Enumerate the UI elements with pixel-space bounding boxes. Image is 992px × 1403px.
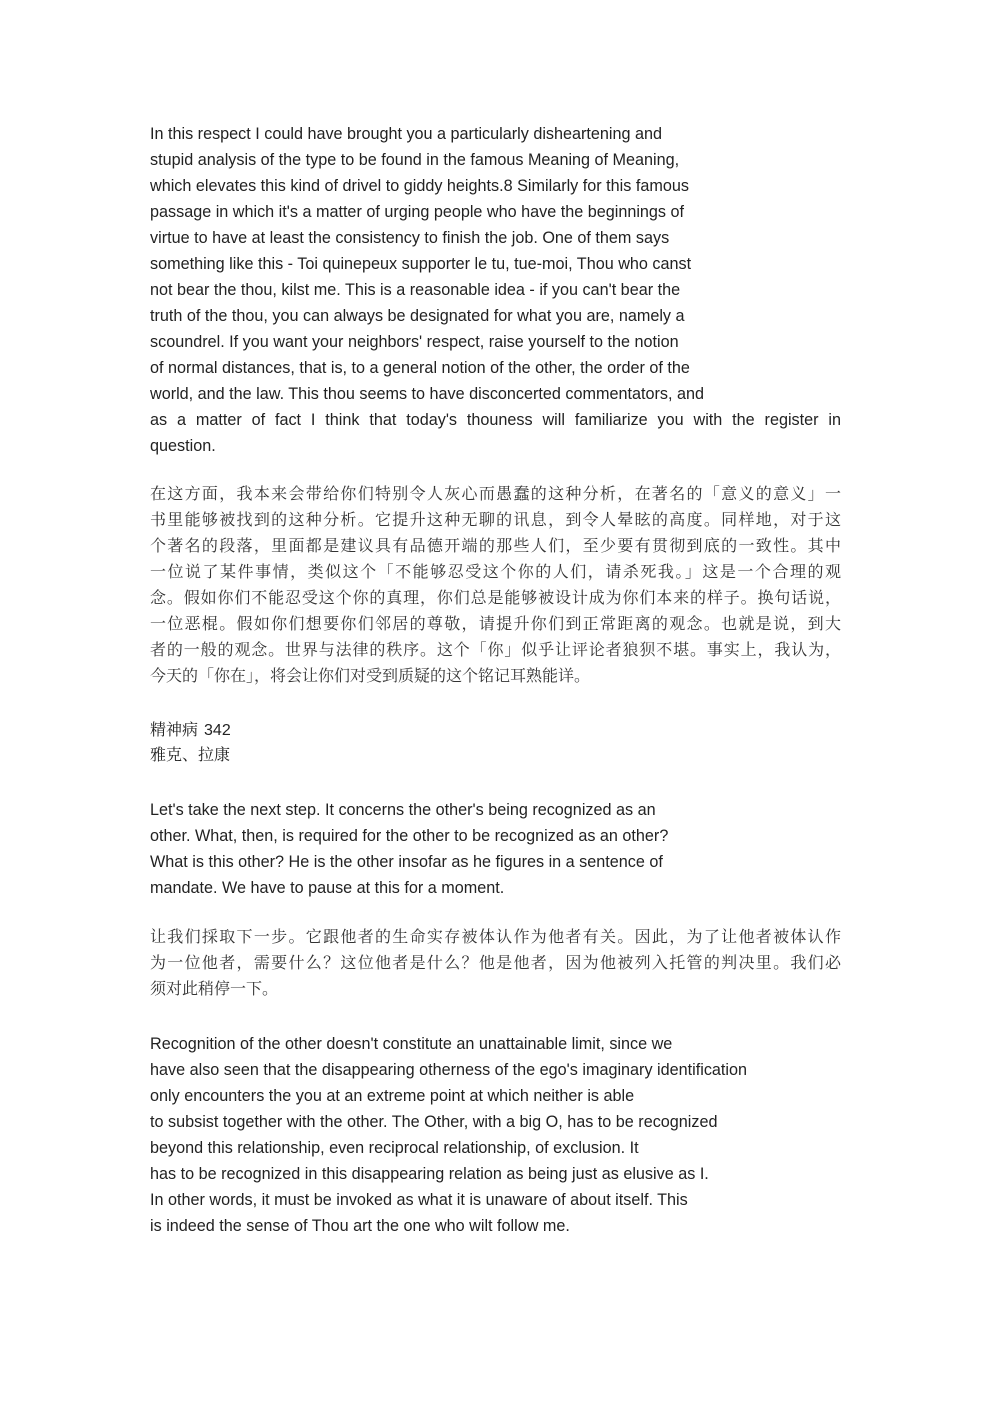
- text-line: something like this - Toi quinepeux supporter le tu, tue-moi, Thou who canst: [150, 255, 692, 273]
- text-line: 在这方面，我本来会带给你们特别令人灰心而愚蠢的这种分析，在著名的「意义的意义」一: [150, 484, 841, 503]
- text-line: which elevates this kind of drivel to giddy heights.8 Similarly for this famous: [150, 177, 689, 195]
- text-line: 一位恶棍。假如你们想要你们邻居的尊敬，请提升你们到正常距离的观念。也就是说，到大: [150, 614, 841, 633]
- text-line: 个著名的段落，里面都是建议具有品德开端的那些人们，至少要有贯彻到底的一致性。其中: [150, 536, 841, 555]
- text-line: 念。假如你们不能忍受这个你的真理，你们总是能够被设计成为你们本来的样子。换句话说，: [150, 588, 841, 607]
- source-title: [150, 718, 231, 743]
- text-line: 须对此稍停一下。: [150, 979, 279, 998]
- text-line: virtue to have at least the consistency to finish the job. One of them says: [150, 229, 670, 247]
- text-line: world, and the law. This thou seems to have disconcerted commentators, and: [150, 385, 704, 403]
- text-line: truth of the thou, you can always be designated for what you are, namely a: [150, 307, 685, 325]
- text-line: of normal distances, that is, to a general notion of the other, the order of the: [150, 359, 690, 377]
- text-line: not bear the thou, kilst me. This is a reasonable idea - if you can't bear the: [150, 281, 681, 299]
- text-line: 今天的「你在」，将会让你们对受到质疑的这个铭记耳熟能详。: [150, 666, 591, 685]
- text-line: mandate. We have to pause at this for a moment.: [150, 879, 505, 897]
- text-line: passage in which it's a matter of urging people who have the beginnings of: [150, 203, 685, 221]
- text-line: In this respect I could have brought you a particularly disheartening and: [150, 125, 663, 143]
- text-line: have also seen that the disappearing otherness of the ego's imaginary identification: [150, 1061, 748, 1079]
- text-line: Recognition of the other doesn't constitute an unattainable limit, since we: [150, 1035, 673, 1053]
- text-line: 让我们採取下一步。它跟他者的生命实存被体认作为他者有关。因此，为了让他者被体认作: [150, 927, 841, 946]
- text-line: Let's take the next step. It concerns the other's being recognized as an: [150, 801, 656, 819]
- text-line: to subsist together with the other. The Other, with a big O, has to be recognized: [150, 1113, 718, 1131]
- book-title: 精神病: [150, 720, 199, 739]
- page-number: 342: [204, 722, 231, 739]
- text-line: is indeed the sense of Thou art the one who wilt follow me.: [150, 1217, 570, 1235]
- text-line: stupid analysis of the type to be found in the famous Meaning of Meaning,: [150, 151, 680, 169]
- text-line: question.: [150, 437, 216, 455]
- author-name: 雅克、拉康: [150, 745, 231, 764]
- text-line: 一位说了某件事情，类似这个「不能够忍受这个你的人们，请杀死我。」这是一个合理的观: [150, 562, 841, 581]
- text-line: 书里能够被找到的这种分析。它提升这种无聊的讯息，到令人晕眩的高度。同样地，对于这: [150, 510, 841, 529]
- text-line: beyond this relationship, even reciprocal relationship, of exclusion. It: [150, 1139, 639, 1157]
- text-line: 者的一般的观念。世界与法律的秩序。这个「你」似乎让评论者狼狈不堪。事实上，我认为，: [150, 640, 841, 659]
- text-line: In other words, it must be invoked as what it is unaware of about itself. This: [150, 1191, 688, 1209]
- text-line: What is this other? He is the other insofar as he figures in a sentence of: [150, 853, 663, 871]
- text-line: 为一位他者，需要什么？这位他者是什么？他是他者，因为他被列入托管的判决里。我们必: [150, 953, 841, 972]
- text-line: only encounters the you at an extreme point at which neither is able: [150, 1087, 635, 1105]
- text-line: as a matter of fact I think that today's thouness will familiarize you with the register in: [150, 411, 841, 429]
- text-line: has to be recognized in this disappearing relation as being just as elusive as I.: [150, 1165, 709, 1183]
- text-line: scoundrel. If you want your neighbors' respect, raise yourself to the notion: [150, 333, 679, 351]
- text-line: other. What, then, is required for the other to be recognized as an other?: [150, 827, 669, 845]
